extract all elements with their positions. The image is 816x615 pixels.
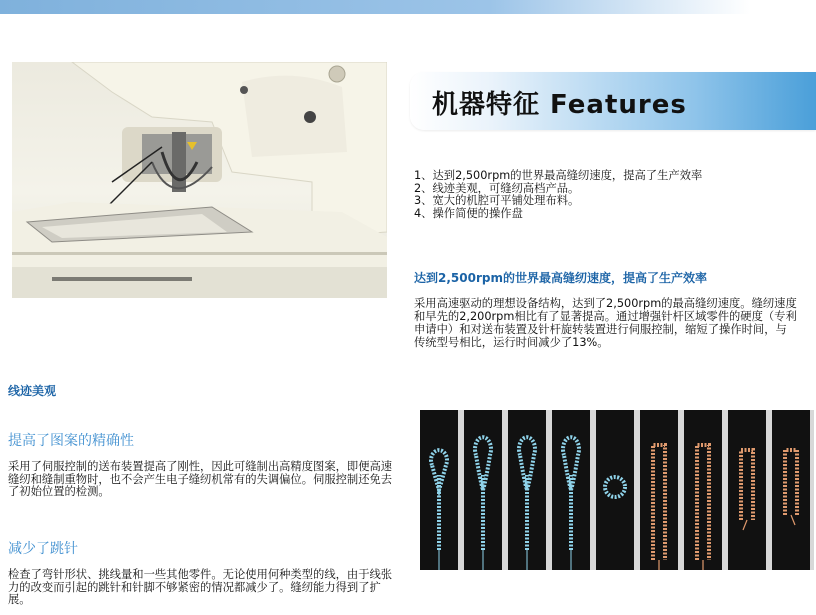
feature-item: 2、线迹美观，可缝纫高档产品。: [414, 181, 580, 195]
sewing-machine-photo: [12, 62, 387, 298]
speed-heading: 达到2,500rpm的世界最高缝纫速度，提高了生产效率: [414, 271, 707, 285]
speed-description: 采用高速驱动的理想设备结构，达到了2,500rpm的最高缝纫速度。缝纫速度和早先的2,200rpm相比有了显著提高。通过增强针杆区域零件的硬度（专利申请中）和对送布装置及针杆旋转装置进行伺服控制，缩短了操作时间，与传统型号相比，运行时间减少了13%。: [414, 297, 797, 349]
feature-item: 1、达到2,500rpm的世界最高缝纫速度，提高了生产效率: [414, 169, 703, 182]
banner-title: 机器特征 Features: [432, 90, 687, 120]
pattern-precision-text: 采用了伺服控制的送布装置提高了刚性，因此可缝制出高精度图案，即便高速缝纫和缝制重物时，也不会产生电子缝纫机常有的失调偏位。伺服控制还免去了初始位置的检测。: [8, 460, 393, 498]
feature-item: 3、宽大的机腔可平铺处理布料。: [414, 194, 580, 207]
sewing-machine-illustration: [12, 62, 387, 298]
features-list: [414, 170, 809, 220]
skip-stitch-text: 检查了弯针形状、挑线量和一些其他零件。无论使用何种类型的线，由于线张力的改变而引起的跳针和针脚不够紧密的情况都减少了。缝纫能力得到了扩展。: [8, 568, 393, 606]
stitch-quality-heading: 线迹美观: [8, 384, 57, 398]
feature-item: 4、操作简便的操作盘: [414, 206, 523, 220]
pattern-precision-heading: 提高了图案的精确性: [8, 433, 134, 449]
top-decorative-bar: [0, 0, 816, 14]
blue-thread-tails: [439, 550, 571, 570]
stitch-tiles: [420, 410, 810, 570]
stitch-samples-photo: [420, 410, 814, 570]
stitch-samples-illustration: [420, 410, 814, 570]
skip-stitch-heading: 减少了跳针: [8, 541, 78, 557]
